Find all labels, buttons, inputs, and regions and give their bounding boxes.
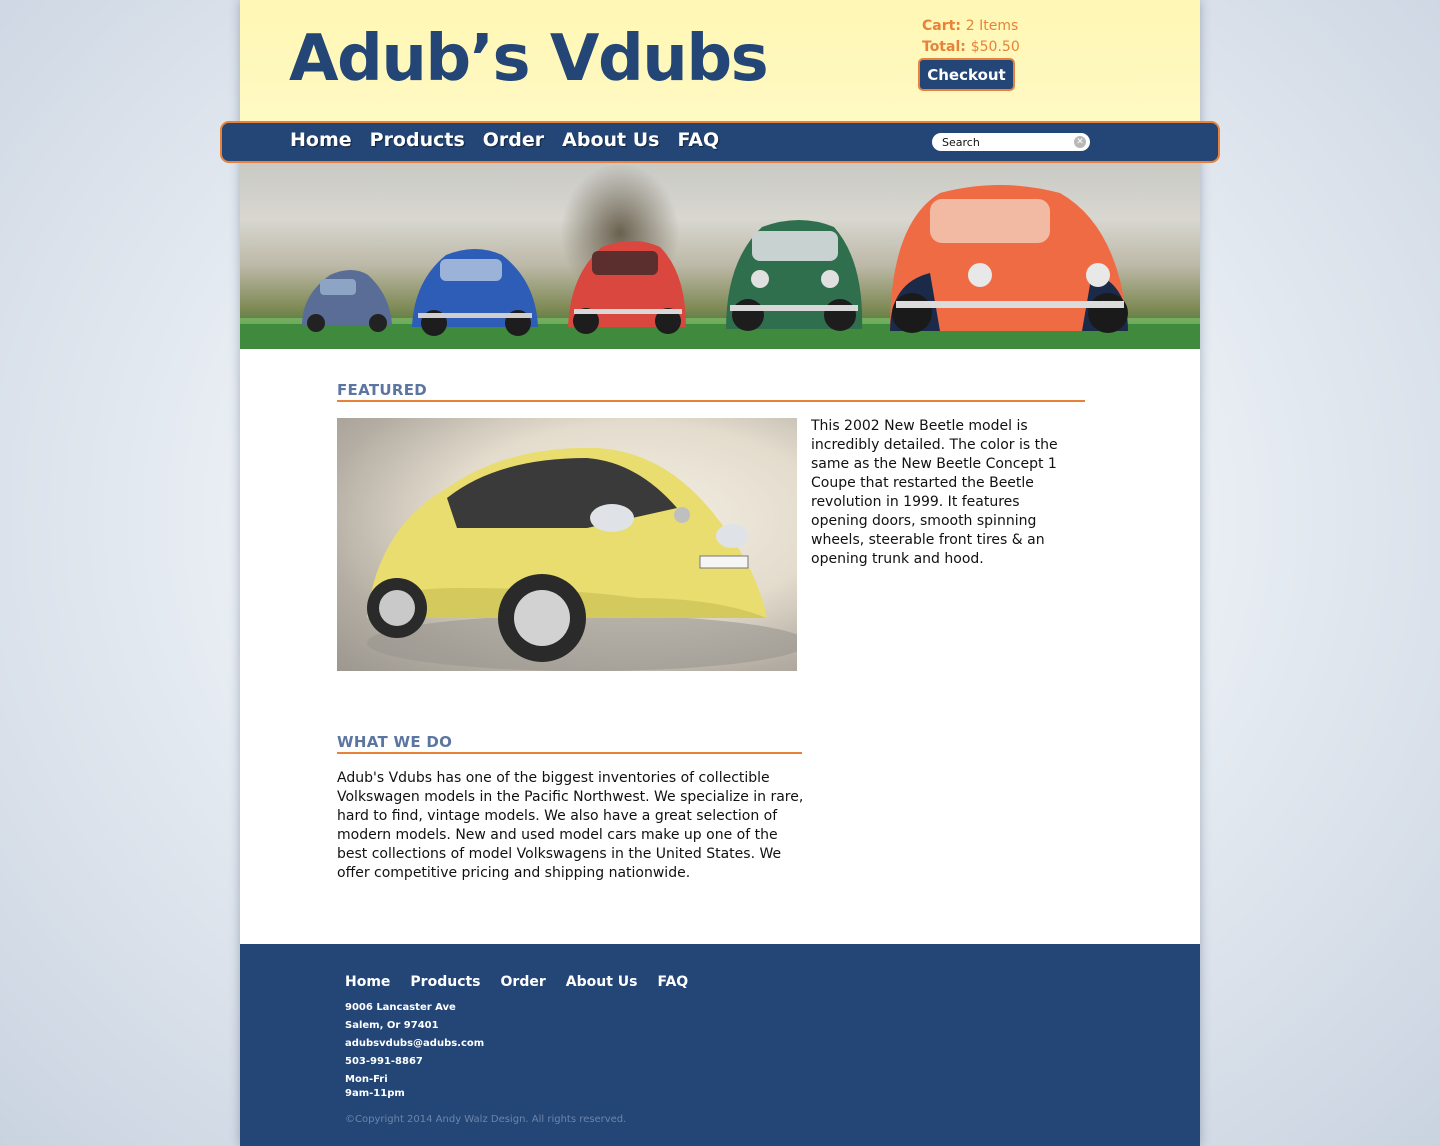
main-nav-bar [220, 121, 1220, 163]
yellow-new-beetle-illustration [337, 418, 797, 671]
site-footer [240, 944, 1200, 1146]
footer-hours-time: 9am-11pm [345, 1088, 405, 1099]
search-input[interactable] [942, 134, 1067, 150]
footer-link-faq[interactable]: FAQ [657, 974, 689, 990]
clear-search-icon[interactable]: ✕ [1074, 136, 1086, 148]
footer-link-about-us[interactable]: About Us [565, 974, 638, 990]
nav-link-faq[interactable]: FAQ [677, 129, 720, 151]
nav-link-about-us[interactable]: About Us [562, 129, 660, 151]
nav-link-home[interactable]: Home [290, 129, 352, 151]
footer-address-line1: 9006 Lancaster Ave [345, 1002, 456, 1013]
cart-value: 2 Items [965, 18, 1019, 34]
featured-heading: FEATURED [337, 381, 427, 399]
page-container [240, 0, 1200, 1146]
site-logo[interactable]: Adub’s Vdubs [289, 22, 768, 96]
nav-link-products[interactable]: Products [369, 129, 465, 151]
cart-label: Cart: [922, 18, 961, 34]
site-header [240, 0, 1200, 122]
footer-link-products[interactable]: Products [410, 974, 481, 990]
what-we-do-body: Adub's Vdubs has one of the biggest inventories of collectible Volkswagen models in the Pacific Northwest. We specialize in rare, hard to find, vintage models. We also have a great selection of modern models. New and used model cars make up one of the best collections of model Volkswagens in the United States. We offer competitive pricing and shipping nationwide. [337, 770, 804, 881]
footer-phone: 503-991-8867 [345, 1056, 423, 1067]
checkout-button[interactable]: Checkout [918, 58, 1015, 91]
footer-link-home[interactable]: Home [345, 974, 391, 990]
total-label: Total: [922, 39, 966, 55]
footer-nav [345, 974, 688, 990]
cart-total [922, 37, 1020, 58]
footer-email[interactable]: adubsvdubs@adubs.com [345, 1038, 485, 1049]
footer-copyright: ©Copyright 2014 Andy Walz Design. All rights reserved. [345, 1114, 627, 1125]
footer-link-order[interactable]: Order [500, 974, 546, 990]
what-we-do-divider [337, 752, 802, 754]
featured-divider [337, 400, 1085, 402]
hero-banner-image [240, 163, 1200, 349]
footer-hours-days: Mon-Fri [345, 1074, 388, 1085]
what-we-do-heading: WHAT WE DO [337, 733, 453, 751]
total-value: $50.50 [970, 39, 1020, 55]
toy-cars-illustration [240, 163, 1200, 349]
cart-summary [922, 16, 1020, 58]
search-field[interactable] [932, 133, 1090, 151]
nav-link-order[interactable]: Order [482, 129, 545, 151]
featured-description: This 2002 New Beetle model is incredibly detailed. The color is the same as the New Beetle Concept 1 Coupe that restarted the Beetle revolution in 1999. It features opening doors, smooth spinning wheels, steerable front tires & an opening trunk and hood. [811, 418, 1058, 567]
main-nav [290, 129, 719, 151]
cart-count[interactable] [922, 16, 1020, 37]
footer-address-line2: Salem, Or 97401 [345, 1020, 439, 1031]
featured-product-image[interactable] [337, 418, 797, 671]
